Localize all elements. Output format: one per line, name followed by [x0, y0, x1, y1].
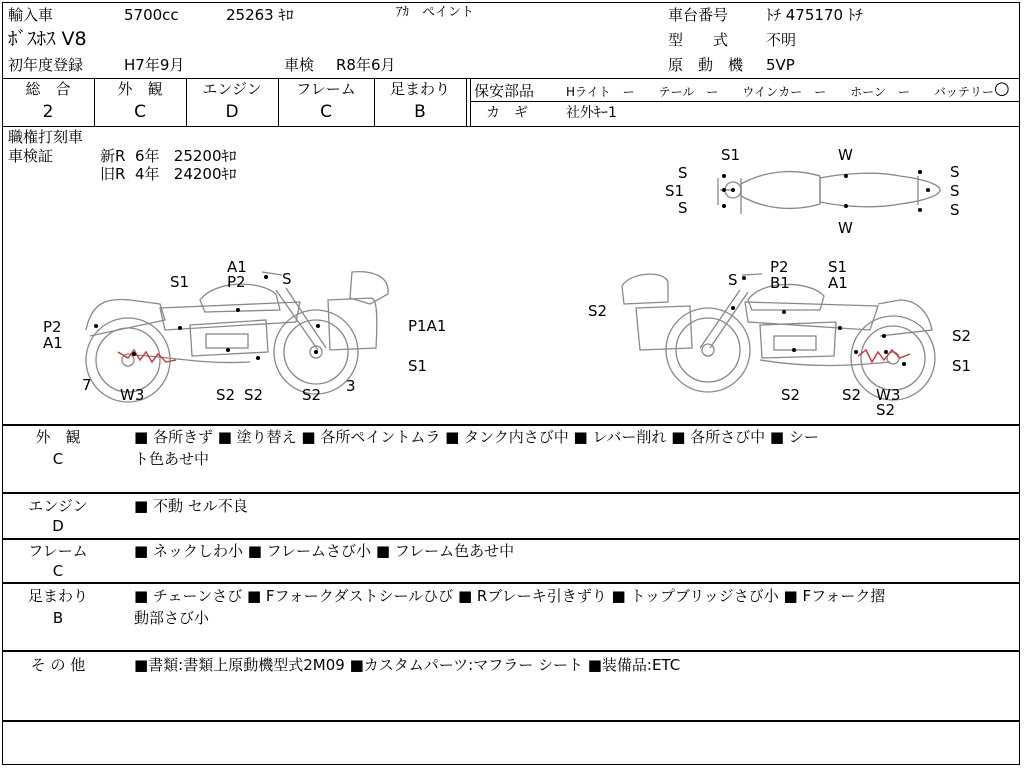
- diagram-label: S1: [828, 258, 848, 276]
- section-frame-label: フレーム: [28, 542, 88, 560]
- diagram-label: S2: [588, 302, 608, 320]
- engine-label: 原 動 機: [668, 56, 744, 74]
- diagram-label: P1A1: [408, 317, 447, 335]
- diagram-label: S: [282, 270, 292, 288]
- diagram-label: S: [678, 164, 688, 182]
- diagram-label: S1: [952, 357, 972, 375]
- diagram-label: P2: [43, 318, 62, 336]
- section-engine-label: エンジン: [28, 497, 88, 515]
- frame-no-value: ﾄﾁ 475170 ﾄﾁ: [766, 6, 863, 24]
- divider: [2, 720, 1020, 722]
- bike-left-view-icon: [86, 272, 388, 402]
- section-suspension-text: ■ チェーンさび ■ Fフォークダストシールひび ■ Rブレーキ引きずり ■ トップブリッジさび小 ■ Fフォーク摺: [134, 587, 886, 605]
- diagram-label: S1: [665, 182, 685, 200]
- frame-no-label: 車台番号: [668, 6, 729, 24]
- stamped-frame-note: 職権打刻車: [8, 128, 84, 146]
- diagram-label: 7: [82, 376, 92, 394]
- safety-parts-items: Hライト ー テール ー ウインカー ー ホーン ー バッテリー: [566, 85, 994, 99]
- cert-label: 車検証: [8, 147, 54, 165]
- damage-mark-icon: [858, 350, 910, 362]
- grade-exterior-value: C: [134, 102, 146, 122]
- section-frame-grade: C: [52, 562, 64, 580]
- section-exterior-grade: C: [52, 450, 64, 468]
- diagram-label: W3: [120, 386, 145, 404]
- diagram-label: S: [950, 182, 960, 200]
- diagram-label: B1: [770, 274, 790, 292]
- section-suspension-label: 足まわり: [27, 587, 88, 605]
- diagram-label: S2: [781, 386, 801, 404]
- diagram-label: P2: [227, 273, 246, 291]
- diagram-label: S1: [170, 273, 190, 291]
- diagram-label: P2: [770, 258, 789, 276]
- section-engine-grade: D: [52, 517, 64, 535]
- diagram-label: S: [728, 271, 738, 289]
- section-engine-text: ■ 不動 セル不良: [134, 497, 248, 515]
- key-label: カ ギ: [486, 105, 528, 121]
- diagram-label: A1: [227, 258, 247, 276]
- diagram-label: W3: [876, 386, 901, 404]
- key-value: 社外ｷｰ1: [566, 105, 617, 121]
- inspection-label: 車検: [284, 56, 315, 74]
- bike-right-view-icon: [622, 274, 935, 400]
- diagram-label: S1: [408, 357, 428, 375]
- section-exterior-label: 外 観: [35, 428, 81, 446]
- diagram-label: A1: [828, 274, 848, 292]
- divider: [2, 492, 1020, 494]
- type-label: 型 式: [668, 31, 729, 49]
- section-other-label: そ の 他: [30, 656, 86, 674]
- paint: ｱｶ ペイント: [396, 5, 475, 20]
- section-exterior-text: ■ 各所きず ■ 塗り替え ■ 各所ペイントムラ ■ タンク内さび中 ■ レバー削れ ■ 各所さび中 ■ シー: [134, 428, 819, 446]
- cert-new: 新R 6年 25200ｷﾛ: [100, 147, 237, 165]
- section-frame-text: ■ ネックしわ小 ■ フレームさび小 ■ フレーム色あせ中: [134, 542, 515, 560]
- diagram-label: W: [838, 146, 853, 164]
- model-name: ﾎﾞｽﾎｽ V8: [8, 28, 87, 50]
- grade-suspension-value: B: [414, 102, 426, 122]
- safety-parts-title: 保安部品: [474, 82, 535, 100]
- grade-suspension-label: 足まわり: [389, 80, 450, 98]
- divider: [2, 650, 1020, 652]
- diagram-label: S: [950, 201, 960, 219]
- engine-value: 5VP: [766, 56, 795, 74]
- import-label: 輸入車: [8, 6, 54, 24]
- section-suspension-grade: B: [52, 609, 64, 627]
- divider: [2, 582, 1020, 584]
- grade-frame-value: C: [320, 102, 332, 122]
- grade-overall-label: 総 合: [25, 80, 71, 98]
- diagram-label: S2: [876, 401, 896, 419]
- diagram-label: S2: [216, 386, 236, 404]
- first-registration-value: H7年9月: [124, 56, 185, 74]
- section-other-text: ■書類:書類上原動機型式2M09 ■カスタムパーツ:マフラー シート ■装備品:ETC: [134, 656, 681, 674]
- diagram-label: S2: [244, 386, 264, 404]
- diagram-label: 3: [346, 377, 356, 395]
- first-registration-label: 初年度登録: [8, 56, 84, 74]
- diagram-label: S2: [302, 386, 322, 404]
- grade-frame-label: フレーム: [296, 80, 356, 98]
- diagram-label: S: [678, 199, 688, 217]
- diagram-label: S1: [721, 146, 741, 164]
- grade-engine-value: D: [225, 102, 239, 122]
- diagram-label: A1: [43, 334, 63, 352]
- section-exterior-text-cont: ト色あせ中: [134, 450, 210, 468]
- mileage: 25263 ｷﾛ: [226, 6, 294, 24]
- diagram-label: S: [950, 163, 960, 181]
- grade-exterior-label: 外 観: [117, 80, 163, 98]
- type-value: 不明: [766, 31, 797, 49]
- diagram-label: S2: [952, 327, 972, 345]
- section-suspension-text-cont: 動部さび小: [134, 609, 210, 627]
- grade-engine-label: エンジン: [202, 80, 262, 98]
- cert-old: 旧R 4年 24200ｷﾛ: [100, 165, 237, 183]
- inspection-value: R8年6月: [336, 56, 396, 74]
- grade-overall-value: 2: [42, 102, 54, 122]
- diagram-label: W: [838, 219, 853, 237]
- battery-status-mark: ○: [994, 78, 1010, 99]
- diagram-label: S2: [842, 386, 862, 404]
- displacement: 5700cc: [124, 6, 179, 24]
- bike-top-view-icon: [718, 172, 940, 214]
